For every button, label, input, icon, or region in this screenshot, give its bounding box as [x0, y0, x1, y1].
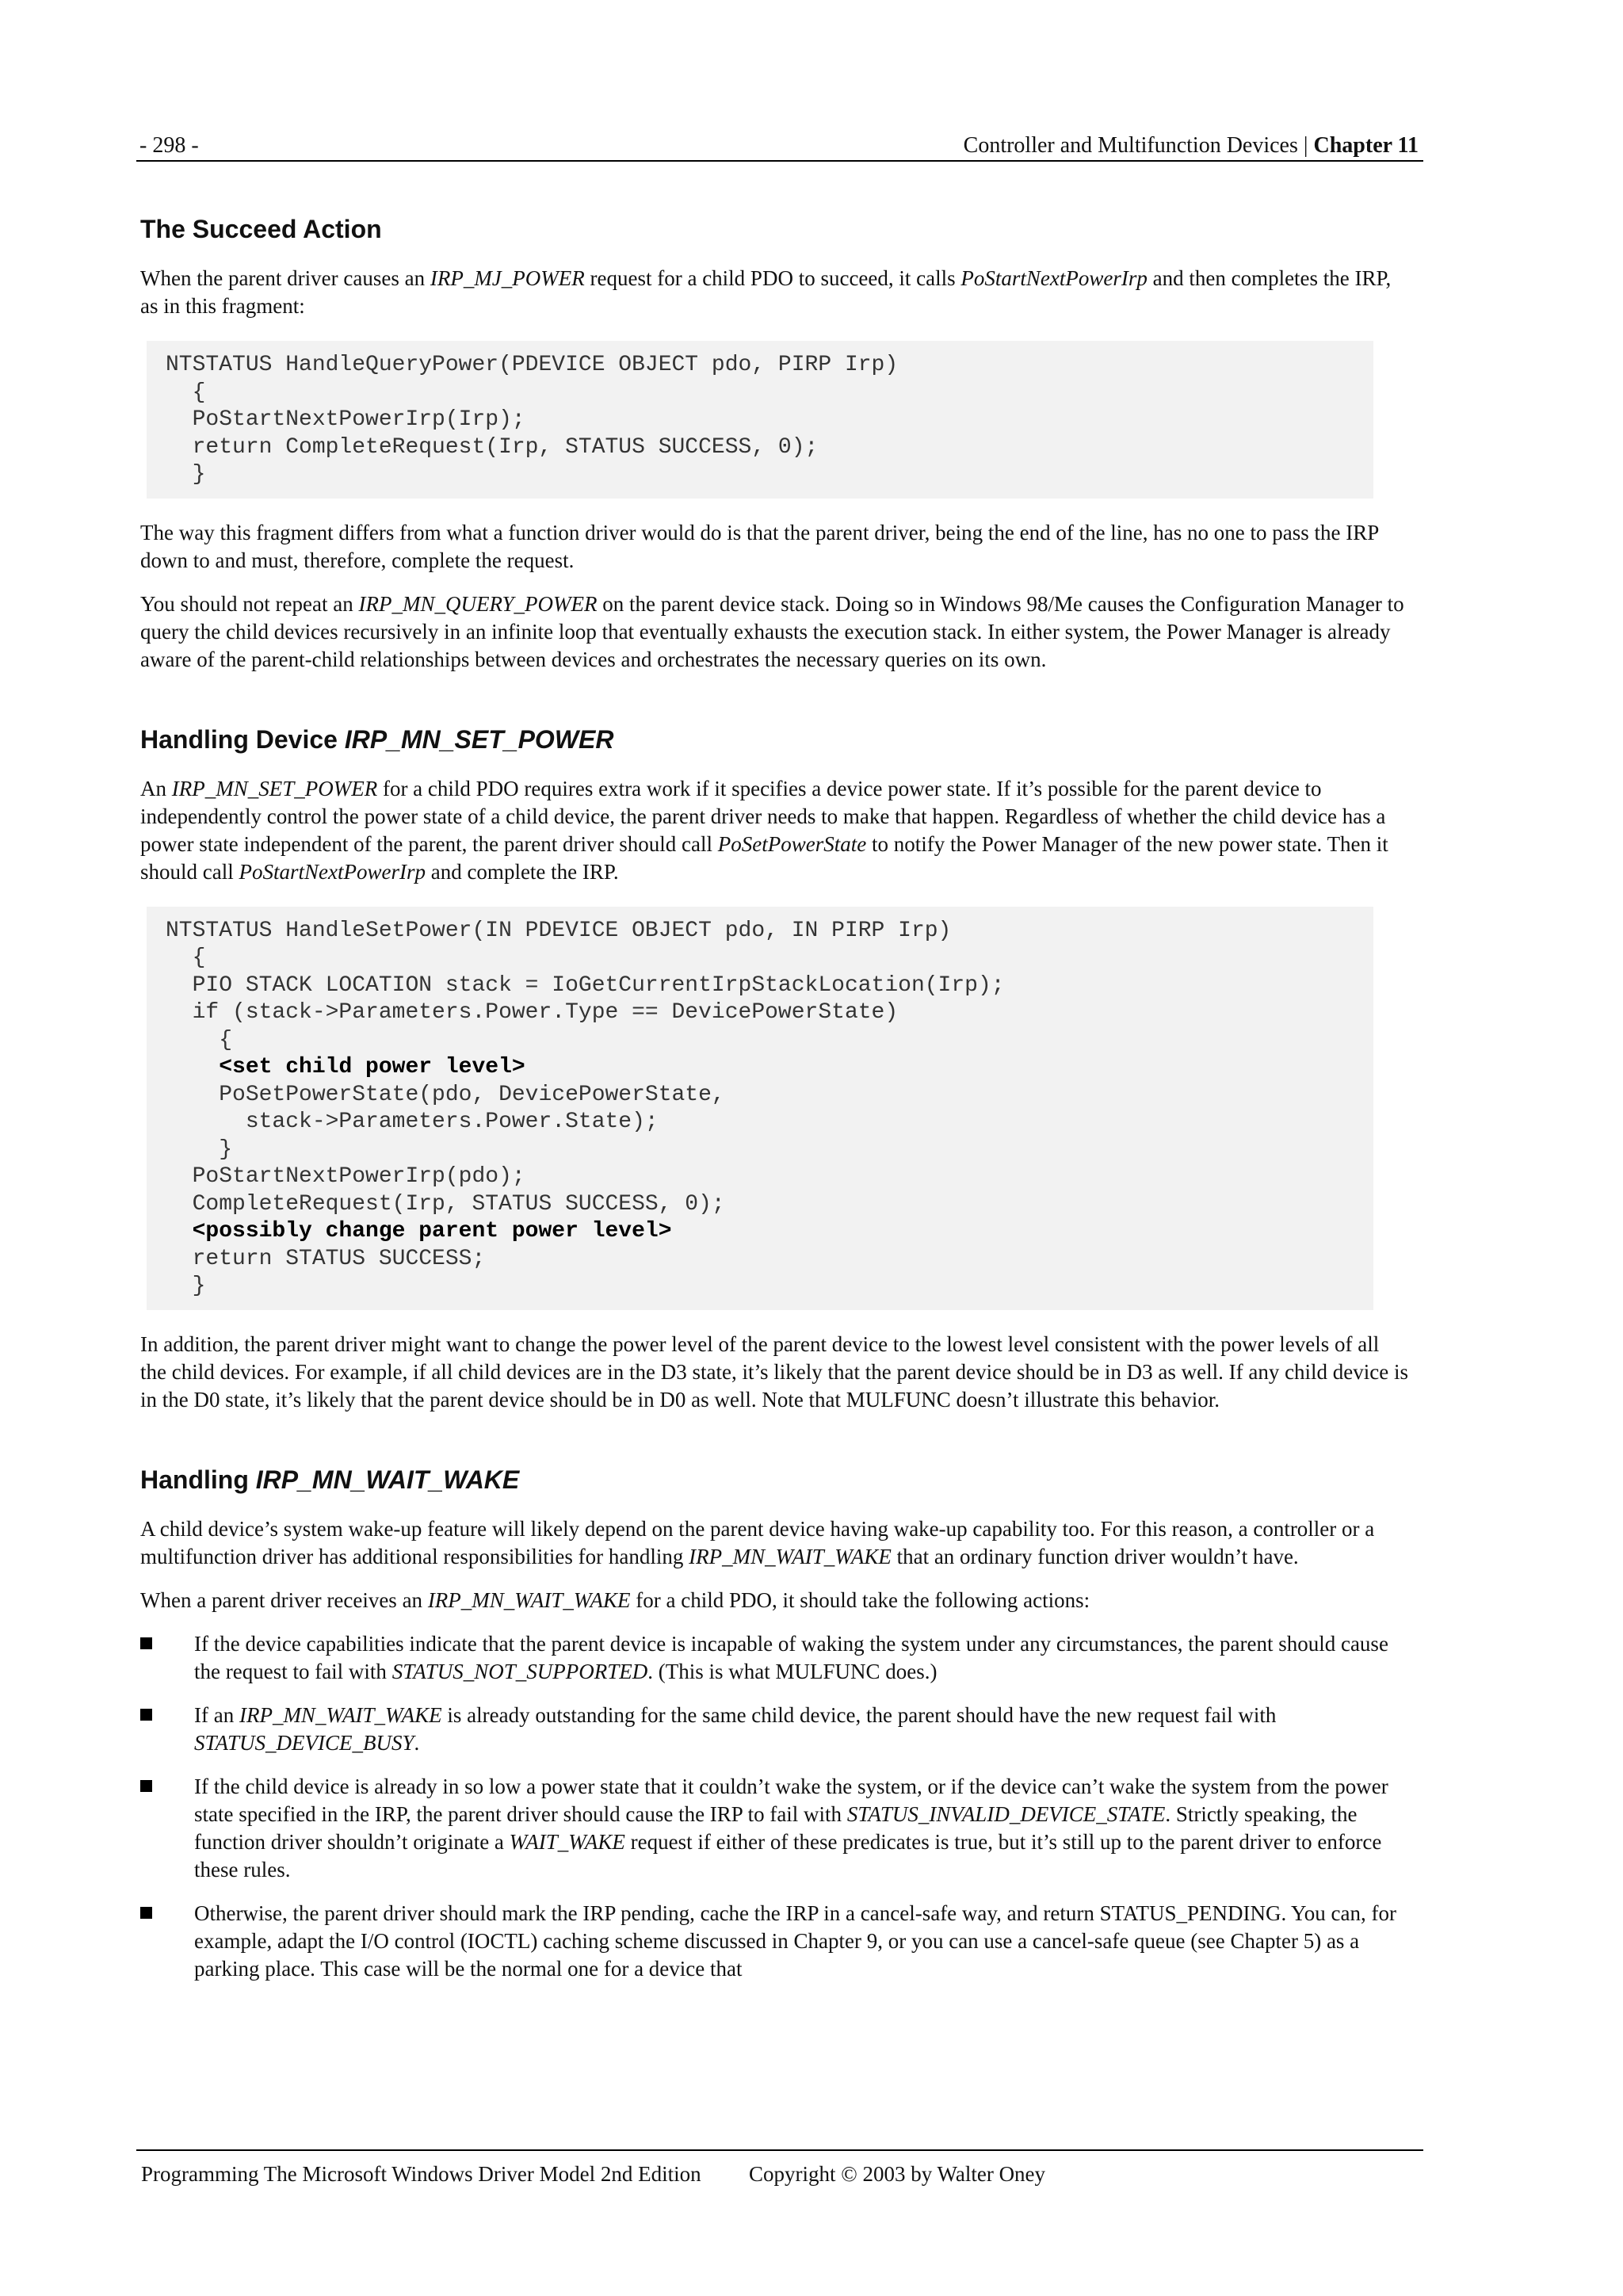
chapter-label: Chapter 11 — [1313, 133, 1419, 158]
section-heading-succeed-action: The Succeed Action — [140, 215, 382, 243]
list-item: If the child device is already in so low a power state that it couldn’t wake the system, or if the device can’t wake the system from the power state specified in the IRP, the parent driver should cause the IRP to fail with STATUS_INVALID_DEVICE_STATE. Strictly speaking, the function driver shouldn’t originate a WAIT_WAKE request if either of these predicates is true, but it’s still up to the parent driver to enforce these rules. — [140, 1773, 1408, 1884]
chapter-title: Controller and Multifunction Devices | Chapter 11 — [963, 133, 1419, 158]
paragraph: When a parent driver receives an IRP_MN_WAIT_WAKE for a child PDO, it should take the following actions: — [140, 1587, 1090, 1612]
book-title: Programming The Microsoft Windows Driver Model 2nd Edition — [141, 2162, 701, 2186]
paragraph: In addition, the parent driver might want to change the power level of the parent device to the lowest level consistent with the power levels of all the child devices. For example, if all child devices are in the D3 state, it’s likely that the parent device should be in D3 as well. If any child device is in the D0 state, it’s likely that the parent device should be in D0 as well. Note that MULFUNC doesn’t illustrate this behavior. — [140, 1331, 1409, 1412]
square-bullet-icon — [140, 1637, 152, 1649]
paragraph: The way this fragment differs from what a function driver would do is that the parent driver, being the end of the line, has no one to pass the IRP down to and must, therefore, complete the request. — [140, 520, 1379, 572]
list-item: Otherwise, the parent driver should mark the IRP pending, cache the IRP in a cancel-safe way, and return STATUS_PENDING. You can, for example, adapt the I/O control (IOCTL) caching scheme discussed in Chapter 9, or you can use a cancel-safe queue (see Chapter 5) as a parking place. This case will be the normal one for a device that — [140, 1900, 1408, 1983]
action-list — [140, 1630, 1408, 1983]
square-bullet-icon — [140, 1780, 152, 1792]
code-block-handle-query-power: NTSTATUS HandleQueryPower(PDEVICE OBJECT pdo, PIRP Irp) { PoStartNextPowerIrp(Irp); return CompleteRequest(Irp, STATUS SUCCESS, 0); } — [147, 341, 1373, 499]
paragraph: An IRP_MN_SET_POWER for a child PDO requires extra work if it specifies a device power state. If it’s possible for the parent device to independently control the power state of a child device, the parent driver needs to make that happen. Regardless of whether the child device has a power state independent of the parent, the parent driver should call PoSetPowerState to notify the Power Manager of the new power state. Then it should call PoStartNextPowerIrp and complete the IRP. — [140, 776, 1388, 884]
paragraph: When the parent driver causes an IRP_MJ_POWER request for a child PDO to succeed, it calls PoStartNextPowerIrp and then completes the IRP, as in this fragment: — [140, 266, 1392, 318]
page-content — [140, 212, 1408, 1999]
list-item: If an IRP_MN_WAIT_WAKE is already outstanding for the same child device, the parent should have the new request fail with STATUS_DEVICE_BUSY. — [140, 1702, 1408, 1757]
code-block-handle-set-power: NTSTATUS HandleSetPower(IN PDEVICE OBJECT pdo, IN PIRP Irp) { PIO STACK LOCATION stack = IoGetCurrentIrpStackLocation(Irp); if (stack->Parameters.Power.Type == DevicePowerState) { <set child power level> PoSetPowerState(pdo, DevicePowerState, stack->Parameters.Power.State); } PoStartNextPowerIrp(pdo); CompleteRequest(Irp, STATUS SUCCESS, 0); <possibly change parent power level> return STATUS SUCCESS; } — [147, 907, 1373, 1310]
page-number: - 298 - — [139, 133, 199, 158]
list-item: If the device capabilities indicate that the parent device is incapable of waking the system under any circumstances, the parent should cause the request to fail with STATUS_NOT_SUPPORTED. (This is what MULFUNC does.) — [140, 1630, 1408, 1686]
square-bullet-icon — [140, 1907, 152, 1919]
section-heading-set-power: Handling Device IRP_MN_SET_POWER — [140, 724, 614, 754]
copyright-notice: Copyright © 2003 by Walter Oney — [749, 2162, 1046, 2186]
paragraph: You should not repeat an IRP_MN_QUERY_POWER on the parent device stack. Doing so in Windows 98/Me causes the Configuration Manager to query the child devices recursively in an infinite loop that eventually exhausts the execution stack. In either system, the Power Manager is already aware of the parent-child relationships between devices and orchestrates the necessary queries on its own. — [140, 591, 1404, 671]
page-footer — [136, 2149, 1423, 2197]
paragraph: A child device’s system wake-up feature will likely depend on the parent device having wake-up capability too. For this reason, a controller or a multifunction driver has additional responsibilities for handling IRP_MN_WAIT_WAKE that an ordinary function driver wouldn’t have. — [140, 1516, 1375, 1568]
page-header — [136, 130, 1423, 162]
square-bullet-icon — [140, 1709, 152, 1721]
section-heading-wait-wake: Handling IRP_MN_WAIT_WAKE — [140, 1465, 520, 1494]
